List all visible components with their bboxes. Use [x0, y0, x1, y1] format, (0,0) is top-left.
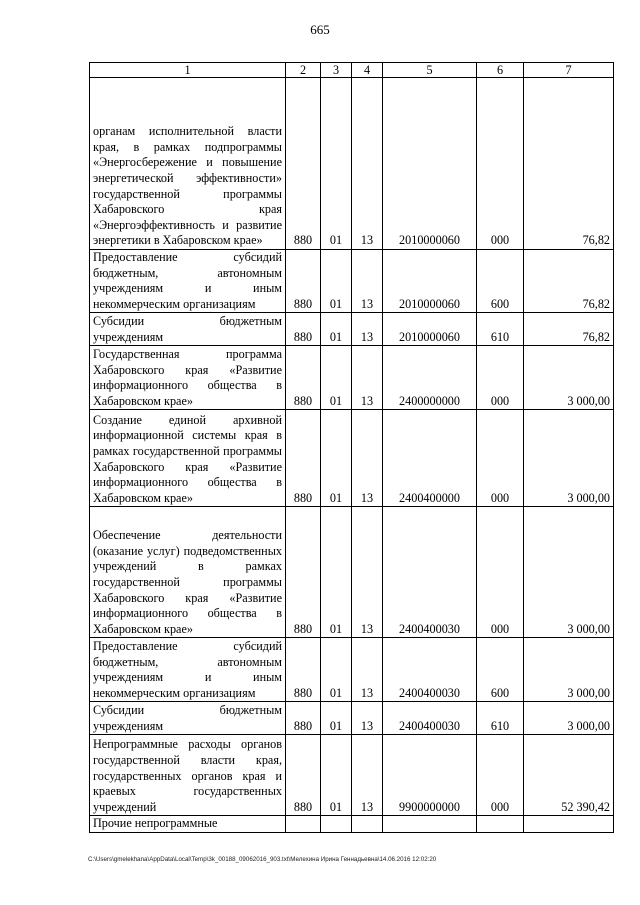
cell-target-code: 2010000060 — [383, 313, 477, 346]
table-row — [90, 346, 614, 410]
cell-amount: 76,82 — [524, 250, 614, 313]
cell-expense-type: 610 — [477, 313, 524, 346]
cell-admin-code: 880 — [286, 346, 321, 410]
cell-section: 01 — [321, 507, 352, 638]
table-row — [90, 78, 614, 250]
cell-subsection — [352, 816, 383, 833]
cell-admin-code: 880 — [286, 313, 321, 346]
cell-subsection: 13 — [352, 346, 383, 410]
cell-target-code: 2400400030 — [383, 507, 477, 638]
cell-amount: 3 000,00 — [524, 702, 614, 735]
table-row — [90, 735, 614, 816]
cell-section: 01 — [321, 735, 352, 816]
cell-amount: 3 000,00 — [524, 346, 614, 410]
cell-section: 01 — [321, 78, 352, 250]
page-number: 665 — [310, 22, 330, 37]
cell-target-code: 2010000060 — [383, 250, 477, 313]
cell-amount: 76,82 — [524, 78, 614, 250]
cell-admin-code: 880 — [286, 702, 321, 735]
cell-admin-code: 880 — [286, 638, 321, 702]
row-name: Субсидии бюджетным учреждениям — [90, 702, 286, 735]
row-name: Предоставление субсидий бюджетным, автономным учреждениям и иным некоммерческим организациям — [90, 250, 286, 313]
cell-section: 01 — [321, 313, 352, 346]
cell-expense-type: 610 — [477, 702, 524, 735]
cell-subsection: 13 — [352, 313, 383, 346]
cell-expense-type: 600 — [477, 250, 524, 313]
row-name: органам исполнительной власти края, в рамках подпрограммы «Энергосбережение и повышение энергетической эффективности» государственной программы Хабаровского края «Энергоэффективность и развитие энергетики в Хабаровском крае» — [90, 78, 286, 250]
cell-target-code: 2400400030 — [383, 638, 477, 702]
cell-expense-type: 000 — [477, 346, 524, 410]
cell-amount: 3 000,00 — [524, 507, 614, 638]
row-name: Непрограммные расходы органов государственной власти края, государственных органов края и краевых государственных учреждений — [90, 735, 286, 816]
cell-subsection: 13 — [352, 410, 383, 507]
cell-expense-type: 000 — [477, 735, 524, 816]
cell-expense-type: 600 — [477, 638, 524, 702]
column-header: 2 — [286, 63, 321, 78]
table-row — [90, 410, 614, 507]
cell-section: 01 — [321, 346, 352, 410]
cell-expense-type: 000 — [477, 78, 524, 250]
cell-subsection: 13 — [352, 638, 383, 702]
cell-admin-code: 880 — [286, 735, 321, 816]
table-row — [90, 250, 614, 313]
cell-admin-code — [286, 816, 321, 833]
cell-amount: 3 000,00 — [524, 638, 614, 702]
cell-admin-code: 880 — [286, 410, 321, 507]
budget-table — [89, 62, 614, 833]
row-name: Создание единой архивной информационной системы края в рамках государственной программы Хабаровского края «Развитие информационного общества в Хабаровском крае» — [90, 410, 286, 507]
column-header: 7 — [524, 63, 614, 78]
column-header: 6 — [477, 63, 524, 78]
cell-amount: 52 390,42 — [524, 735, 614, 816]
footer-file-path: C:\Users\gmelekhana\AppData\Local\Temp\3k_00188_09062016_903.txt\Мелехина Ирина Геннадьевна\14.06.2016 12:02:20 — [88, 856, 437, 863]
cell-target-code: 2400000000 — [383, 346, 477, 410]
row-name: Государственная программа Хабаровского края «Развитие информационного общества в Хабаровском крае» — [90, 346, 286, 410]
table-row — [90, 313, 614, 346]
cell-admin-code: 880 — [286, 250, 321, 313]
cell-expense-type: 000 — [477, 410, 524, 507]
cell-target-code: 2400400000 — [383, 410, 477, 507]
cell-subsection: 13 — [352, 735, 383, 816]
cell-expense-type: 000 — [477, 507, 524, 638]
cell-target-code: 2400400030 — [383, 702, 477, 735]
cell-amount: 76,82 — [524, 313, 614, 346]
cell-amount — [524, 816, 614, 833]
column-header: 1 — [90, 63, 286, 78]
table-row — [90, 638, 614, 702]
cell-section: 01 — [321, 250, 352, 313]
cell-subsection: 13 — [352, 702, 383, 735]
cell-section: 01 — [321, 702, 352, 735]
cell-amount: 3 000,00 — [524, 410, 614, 507]
table-row — [90, 507, 614, 638]
column-header: 3 — [321, 63, 352, 78]
row-name: Предоставление субсидий бюджетным, автономным учреждениям и иным некоммерческим организациям — [90, 638, 286, 702]
cell-expense-type — [477, 816, 524, 833]
table-row — [90, 816, 614, 833]
cell-subsection: 13 — [352, 78, 383, 250]
cell-admin-code: 880 — [286, 507, 321, 638]
table-row — [90, 702, 614, 735]
column-header: 5 — [383, 63, 477, 78]
cell-section: 01 — [321, 638, 352, 702]
cell-section: 01 — [321, 410, 352, 507]
row-name: Прочие непрограммные — [90, 816, 286, 833]
cell-subsection: 13 — [352, 507, 383, 638]
cell-target-code: 9900000000 — [383, 735, 477, 816]
cell-section — [321, 816, 352, 833]
column-header: 4 — [352, 63, 383, 78]
cell-admin-code: 880 — [286, 78, 321, 250]
cell-target-code — [383, 816, 477, 833]
table-header-row — [90, 63, 614, 78]
row-name: Субсидии бюджетным учреждениям — [90, 313, 286, 346]
row-name: Обеспечение деятельности (оказание услуг) подведомственных учреждений в рамках государственной программы Хабаровского края «Развитие информационного общества в Хабаровском крае» — [90, 507, 286, 638]
cell-subsection: 13 — [352, 250, 383, 313]
cell-target-code: 2010000060 — [383, 78, 477, 250]
